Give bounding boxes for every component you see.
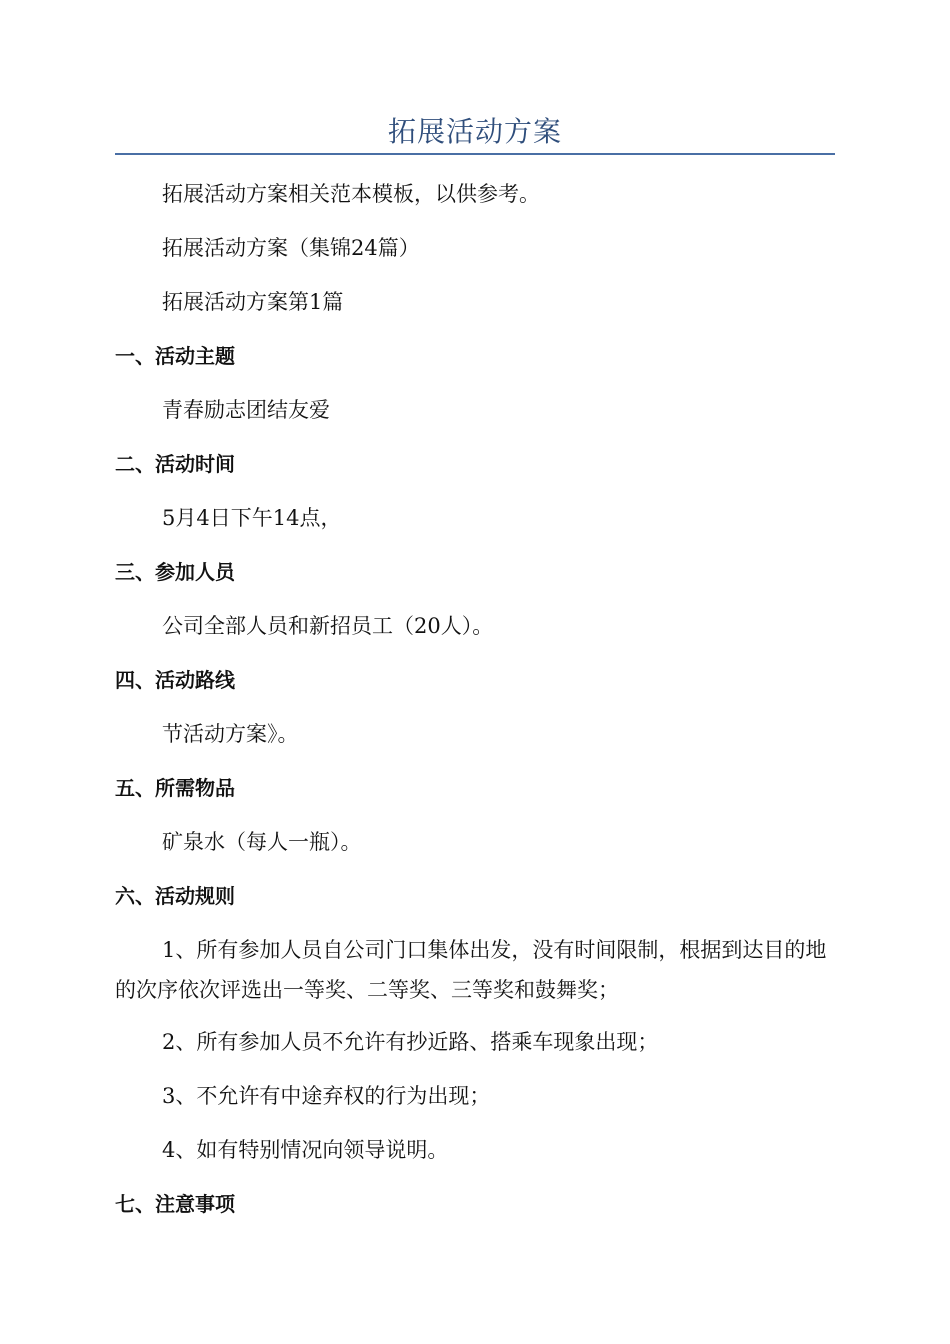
collection-title: 拓展活动方案（集锦24篇） <box>162 236 420 260</box>
section-heading-route: 四、活动路线 <box>115 668 235 692</box>
section-text-participants: 公司全部人员和新招员工（20人）。 <box>162 614 494 638</box>
chapter-title: 拓展活动方案第1篇 <box>162 290 344 314</box>
rule-item-1: 1、所有参加人员自公司门口集体出发，没有时间限制，根据到达目的地的次序依次评选出一等奖、二等奖、三等奖和鼓舞奖； <box>115 938 827 1002</box>
document-title: 拓展活动方案 <box>387 115 562 148</box>
section-text-theme: 青春励志团结友爱 <box>162 398 330 422</box>
section-heading-rules: 六、活动规则 <box>115 884 235 908</box>
section-text-route: 节活动方案》。 <box>162 722 299 746</box>
section-heading-notes: 七、注意事项 <box>115 1192 235 1216</box>
title-underline <box>115 153 835 155</box>
intro-text: 拓展活动方案相关范本模板，以供参考。 <box>162 182 540 206</box>
rule-item-4: 4、如有特别情况向领导说明。 <box>162 1138 449 1162</box>
section-text-supplies: 矿泉水（每人一瓶）。 <box>162 830 362 854</box>
rule-item-3: 3、不允许有中途弃权的行为出现； <box>162 1084 491 1108</box>
section-heading-time: 二、活动时间 <box>115 452 235 476</box>
rule-item-2: 2、所有参加人员不允许有抄近路、搭乘车现象出现； <box>162 1030 659 1054</box>
section-heading-supplies: 五、所需物品 <box>115 776 235 800</box>
section-heading-participants: 三、参加人员 <box>115 560 235 584</box>
section-heading-theme: 一、活动主题 <box>115 344 235 368</box>
section-text-time: 5月4日下午14点， <box>162 506 342 530</box>
